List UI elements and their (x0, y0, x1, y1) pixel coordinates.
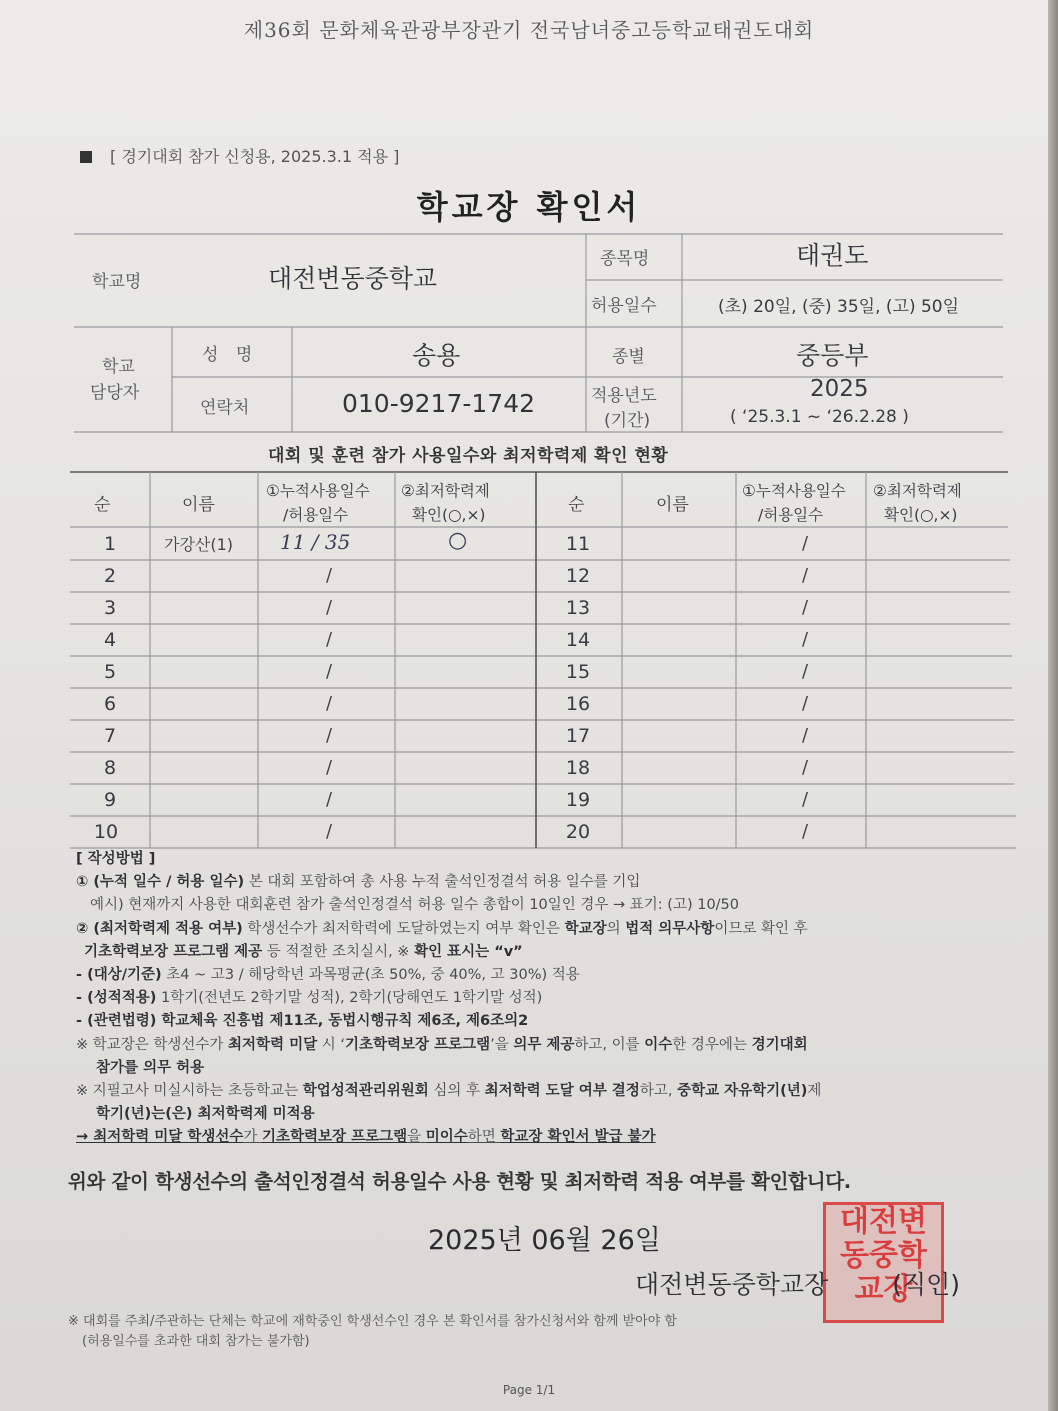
notes-line (76, 1010, 1026, 1033)
year-label-1: 적용년도 (591, 386, 657, 406)
contact-group-label-1: 학교 (102, 357, 135, 377)
footer-line-2: (허용일수를 초과한 대회 참가는 불가함) (82, 1334, 310, 1349)
division-label: 종별 (612, 347, 645, 367)
notes-emphasis: 학업성적관리위원회 (302, 1083, 429, 1100)
notes-emphasis: - (관련법령) (76, 1013, 157, 1030)
table-row-days: / (326, 597, 333, 618)
notes-text: 하고, (639, 1083, 678, 1100)
notes-emphasis: 경기대회 (751, 1036, 808, 1053)
notes-line (76, 1080, 1026, 1103)
year-period: ( ‘25.3.1 ~ ‘26.2.28 ) (730, 407, 909, 427)
notes-emphasis: - (성적적용) (76, 990, 157, 1007)
notes-text: 1학기(전년도 2학기말 성적), 2학기(당해연도 1학기말 성적) (156, 990, 543, 1007)
status-section-title: 대회 및 훈련 참가 사용일수와 최저학력제 확인 현황 (268, 446, 669, 466)
event-label: 종목명 (600, 249, 650, 269)
table-row-no: 1 (103, 533, 117, 555)
official-seal (823, 1202, 944, 1323)
notes-emphasis: 기초학력보장 프로그램 제공 (84, 943, 263, 960)
table-row-days: / (802, 565, 809, 586)
table-row-days: / (802, 533, 809, 554)
event-value: 태권도 (796, 241, 869, 270)
application-note-text: [ 경기대회 참가 신청용, 2025.3.1 적용 ] (110, 147, 400, 166)
notes-emphasis: 최저학력 미달 (228, 1036, 318, 1053)
header-days-2: /허용일수 (758, 506, 824, 524)
notes-line (76, 1126, 1026, 1149)
notes-text: 심의 후 (428, 1083, 485, 1100)
table-row-no: 3 (103, 597, 117, 619)
table-row-days: / (326, 661, 333, 682)
table-row-days: 11 / 35 (280, 530, 351, 554)
school-name-value: 대전변동중학교 (268, 264, 438, 293)
header-days-1: ①누적사용일수 (266, 482, 370, 500)
notes-text: 하면 (467, 1129, 501, 1146)
notes-line (76, 918, 1026, 941)
table-row-days: / (326, 725, 333, 746)
table-row-days: / (802, 757, 809, 778)
notes-emphasis: 확인 표시는 “v” (414, 943, 523, 960)
header-no: 순 (568, 495, 585, 515)
table-row-no: 4 (103, 629, 117, 651)
header-days-1: ①누적사용일수 (742, 482, 846, 500)
notes-heading: [ 작성방법 ] (76, 851, 156, 867)
issue-date: 2025년 06월 26일 (428, 1225, 661, 1256)
table-row-days: / (802, 597, 809, 618)
table-row-days: / (802, 725, 809, 746)
notes-text: 의 (606, 920, 626, 937)
table-row-no: 15 (565, 661, 591, 683)
notes-line (76, 964, 1026, 987)
table-row-no: 5 (103, 661, 117, 683)
contact-name-value: 송용 (412, 341, 461, 370)
notes-emphasis: 학교장 (564, 920, 607, 937)
school-name-label: 학교명 (92, 272, 142, 292)
table-row-check: ○ (448, 528, 468, 553)
table-row-days: / (802, 693, 809, 714)
notes-line: 참가를 의무 허용 (96, 1059, 205, 1076)
table-row-days: / (802, 629, 809, 650)
notes-text: ※ 지필고사 미실시하는 초등학교는 (76, 1083, 303, 1100)
notes-emphasis: 학교장 확인서 발급 불가 (500, 1129, 656, 1146)
table-row-no: 20 (565, 821, 591, 843)
table-row-days: / (802, 821, 809, 842)
contact-name-label: 성 명 (202, 345, 259, 365)
table-row-days: / (326, 629, 333, 650)
footer-note (68, 1312, 1018, 1352)
contact-phone-value: 010-9217-1742 (342, 389, 536, 418)
notes-text: 을 (407, 1129, 426, 1146)
notes-emphasis: 미이수 (425, 1129, 468, 1146)
notes-text: 학교체육 진흥법 제11조, 동법시행규칙 제6조, 제6조의2 (156, 1013, 529, 1030)
seal-text: 대전변동중학교장 (840, 1204, 927, 1307)
notes-emphasis: 기초학력보장 프로그램 (344, 1036, 491, 1053)
notes-emphasis: ② (최저학력제 적용 여부) (76, 920, 243, 937)
table-row-no: 17 (565, 725, 591, 747)
notes-emphasis: 법적 의무사항 (625, 920, 715, 937)
footer-line-1: ※ 대회를 주최/주관하는 단체는 학교에 재학중인 학생선수인 경우 본 확인서를 참가신청서와 함께 받아야 함 (68, 1314, 677, 1329)
table-row-no: 18 (565, 757, 591, 779)
writing-instructions (76, 848, 1026, 1150)
table-row-no: 7 (103, 725, 117, 747)
allowed-days-label: 허용일수 (591, 296, 657, 316)
table-row-name: 가강산(1) (164, 535, 234, 554)
year-value: 2025 (810, 376, 869, 402)
table-row-no: 2 (103, 565, 117, 587)
contact-group-label-2: 담당자 (90, 383, 140, 403)
header-min-2: 확인(○,×) (412, 506, 486, 524)
table-row-no: 16 (565, 693, 591, 715)
notes-emphasis: 중학교 자유학기(년) (677, 1083, 808, 1100)
table-row-days: / (802, 789, 809, 810)
header-days-2: /허용일수 (283, 506, 349, 524)
notes-text: 학생선수가 최저학력에 도달하였는지 여부 확인은 (242, 920, 565, 937)
header-min-1: ②최저학력제 (873, 482, 962, 500)
document-title: 학교장 확인서 (416, 188, 642, 226)
notes-text: 초4 ~ 고3 / 해당학년 과목평균(초 50%, 중 40%, 고 30%) 적용 (161, 967, 580, 984)
notes-line: 학기(년)는(은) 최저학력제 미적용 (96, 1106, 315, 1123)
table-row-no: 11 (565, 533, 591, 555)
notes-text: 한 경우에는 (672, 1036, 752, 1053)
allowed-days-value: (초) 20일, (중) 35일, (고) 50일 (718, 297, 960, 317)
notes-line: 예시) 현재까지 사용한 대회훈련 참가 출석인정결석 허용 일수 총합이 10일인 경우 → 표기: (고) 10/50 (90, 897, 740, 914)
notes-text: 시 ‘ (317, 1036, 345, 1053)
event-title: 제36회 문화체육관광부장관기 전국남녀중고등학교태권도대회 (243, 18, 815, 42)
notes-text: 가 (243, 1129, 262, 1146)
notes-text: 등 적절한 조치실시, ※ (262, 943, 415, 960)
table-row-days: / (802, 661, 809, 682)
contact-phone-label: 연락처 (200, 398, 250, 418)
page-number: Page 1/1 (502, 1383, 556, 1397)
notes-line (76, 871, 1026, 894)
notes-emphasis: 이수 (644, 1036, 673, 1053)
seal-note: (직인) (892, 1270, 961, 1299)
notes-line (76, 941, 1026, 964)
notes-line (76, 1034, 1026, 1057)
table-row-days: / (326, 565, 333, 586)
table-row-days: / (326, 693, 333, 714)
notes-text: 제 (807, 1083, 822, 1100)
notes-emphasis: - (대상/기준) (76, 967, 162, 984)
table-row-no: 8 (103, 757, 117, 779)
table-row-no: 19 (565, 789, 591, 811)
notes-text: 하고, 이를 (574, 1036, 645, 1053)
header-min-2: 확인(○,×) (884, 506, 958, 524)
header-name: 이름 (656, 495, 689, 515)
header-min-1: ②최저학력제 (401, 482, 490, 500)
notes-text: ※ 학교장은 학생선수가 (76, 1036, 229, 1053)
table-row-no: 6 (103, 693, 117, 715)
table-row-days: / (326, 821, 333, 842)
table-row-no: 9 (103, 789, 117, 811)
signature-line (635, 1265, 960, 1301)
division-value: 중등부 (796, 341, 869, 370)
table-row-no: 13 (565, 597, 591, 619)
notes-text: 이므로 확인 후 (714, 920, 808, 937)
notes-emphasis: 의무 제공 (513, 1036, 575, 1053)
year-label-2: (기간) (604, 411, 651, 431)
notes-emphasis: 최저학력 도달 여부 결정 (484, 1083, 640, 1100)
notes-emphasis: → 최저학력 미달 학생선수 (76, 1129, 244, 1146)
header-no: 순 (94, 495, 111, 515)
notes-line (76, 987, 1026, 1010)
notes-text: ’을 (490, 1036, 514, 1053)
confirmation-statement: 위와 같이 학생선수의 출석인정결석 허용일수 사용 현황 및 최저학력 적용 여부를 확인합니다. (68, 1170, 851, 1193)
header-name: 이름 (182, 495, 215, 515)
table-row-days: / (326, 757, 333, 778)
principal-title: 대전변동중학교장 (635, 1270, 829, 1299)
notes-emphasis: ① (누적 일수 / 허용 일수) (76, 874, 245, 891)
table-row-no: 14 (565, 629, 591, 651)
table-row-no: 10 (93, 821, 119, 843)
table-row-no: 12 (565, 565, 591, 587)
notes-emphasis: 기초학력보장 프로그램 (262, 1129, 408, 1146)
table-row-days: / (326, 789, 333, 810)
notes-text: 본 대회 포함하여 총 사용 누적 출석인정결석 허용 일수를 기입 (244, 874, 641, 891)
